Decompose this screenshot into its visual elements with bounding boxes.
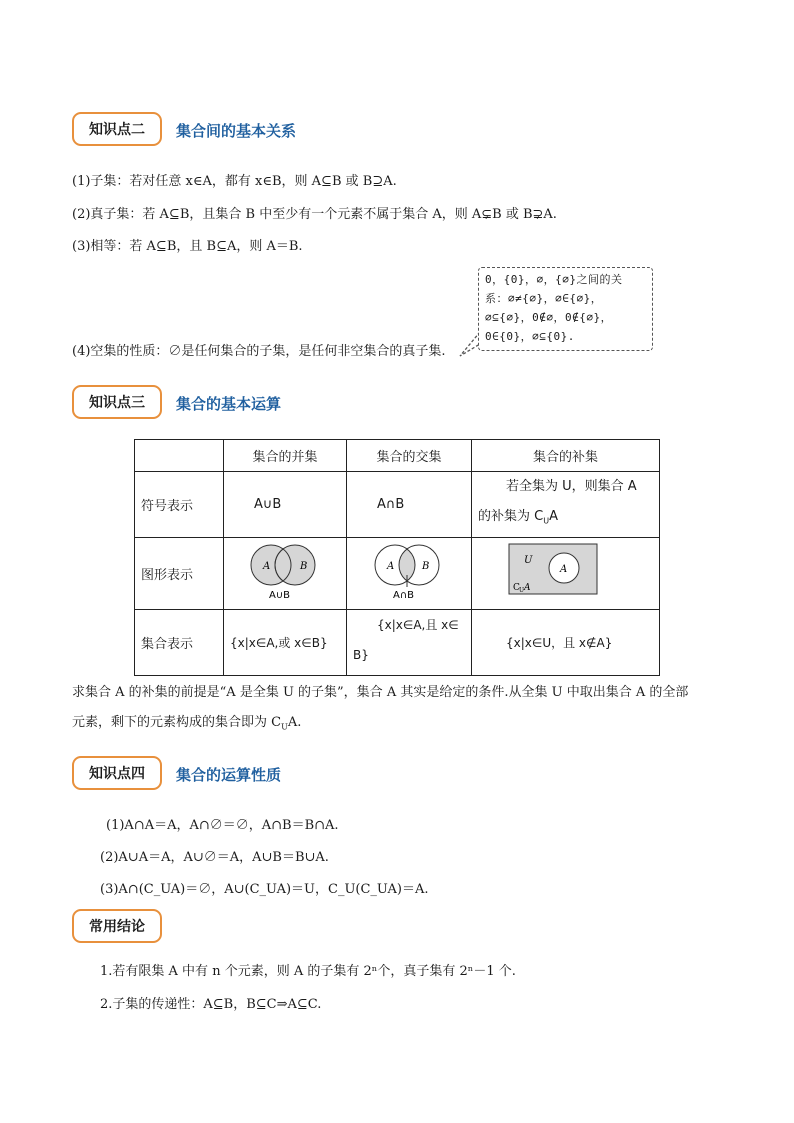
table-header-cell: 集合的补集 bbox=[472, 440, 660, 472]
svg-text:A∪B: A∪B bbox=[269, 590, 291, 602]
complement-figure-cell bbox=[472, 537, 660, 609]
svg-text:A: A bbox=[387, 561, 395, 573]
section-label-4: 知识点四 bbox=[72, 756, 162, 790]
intersection-figure-cell bbox=[347, 537, 472, 609]
note-line: ∅⊆{∅}，0∉∅，0∉{∅}， bbox=[485, 311, 613, 324]
section-title-2: 集合间的基本关系 bbox=[176, 122, 297, 140]
union-set-notation: {x|x∈A,或 x∈B} bbox=[224, 609, 347, 675]
svg-text:A: A bbox=[560, 564, 568, 576]
intersection-venn-diagram bbox=[369, 541, 449, 601]
operations-table bbox=[134, 439, 660, 676]
section-title-4: 集合的运算性质 bbox=[176, 766, 282, 784]
relation-proper-subset: (2)真子集：若 A⊆B，且集合 B 中至少有一个元素不属于集合 A，则 A⊊B 或 B⊋A. bbox=[72, 207, 557, 222]
intersection-set-line-2: B} bbox=[353, 647, 369, 662]
svg-text:A∩B: A∩B bbox=[393, 590, 415, 602]
intersection-set-line-1: {x|x∈A,且 x∈ bbox=[377, 617, 459, 632]
property-union: (2)A∪A＝A，A∪∅＝A，A∪B＝B∪A. bbox=[100, 850, 329, 865]
table-header-cell bbox=[135, 440, 224, 472]
complement-note-line-2: 元素，剩下的元素构成的集合即为 $C_UA$. bbox=[72, 715, 302, 732]
section-title-3: 集合的基本运算 bbox=[176, 395, 282, 413]
complement-set-notation: {x|x∈U，且 x∉A} bbox=[472, 609, 660, 675]
note-line: 系：∅≠{∅}，∅∈{∅}， bbox=[485, 292, 603, 305]
row-label: 图形表示 bbox=[135, 537, 224, 609]
property-complement: (3)A∩(C_UA)＝∅，A∪(C_UA)＝U，C_U(C_UA)＝A. bbox=[100, 882, 429, 897]
intersection-symbol: A∩B bbox=[347, 472, 472, 538]
union-figure-cell bbox=[224, 537, 347, 609]
complement-note bbox=[72, 678, 732, 743]
property-intersection: (1)A∩A＝A，A∩∅＝∅，A∩B＝B∩A. bbox=[106, 818, 339, 833]
relation-equal: (3)相等：若 A⊆B，且 B⊆A，则 A＝B. bbox=[72, 239, 303, 254]
complement-venn-diagram bbox=[508, 543, 600, 599]
complement-note-line-1: 求集合 A 的补集的前提是“A 是全集 U 的子集”，集合 A 其实是给定的条件.从全集 U 中取出集合 A 的全部 bbox=[72, 685, 689, 700]
note-line: 0，{0}，∅，{∅}之间的关 bbox=[485, 273, 623, 286]
svg-text:U: U bbox=[524, 555, 533, 567]
svg-text:C: C bbox=[513, 583, 520, 594]
svg-text:A: A bbox=[524, 583, 531, 594]
intersection-set-notation bbox=[347, 609, 472, 675]
svg-text:A: A bbox=[263, 561, 271, 573]
svg-text:B: B bbox=[422, 561, 430, 573]
table-header-cell: 集合的并集 bbox=[224, 440, 347, 472]
note-box bbox=[478, 267, 653, 351]
row-label: 集合表示 bbox=[135, 609, 224, 675]
table-header-cell: 集合的交集 bbox=[347, 440, 472, 472]
table-row bbox=[135, 472, 660, 538]
table-row bbox=[135, 537, 660, 609]
relation-subset: (1)子集：若对任意 x∈A，都有 x∈B，则 A⊆B 或 B⊇A. bbox=[72, 174, 397, 189]
svg-text:U: U bbox=[519, 587, 525, 595]
union-venn-diagram bbox=[245, 541, 325, 601]
relation-empty-set: (4)空集的性质：∅是任何集合的子集，是任何非空集合的真子集. bbox=[72, 344, 446, 359]
section-label-2: 知识点二 bbox=[72, 112, 162, 146]
union-symbol: A∪B bbox=[224, 472, 347, 538]
section-label-5: 常用结论 bbox=[72, 909, 162, 943]
conclusion-subset-count: 1.若有限集 A 中有 n 个元素，则 A 的子集有 2ⁿ个，真子集有 2ⁿ－1 个. bbox=[100, 964, 516, 979]
complement-symbol-line-1: 若全集为 U，则集合 A bbox=[506, 479, 637, 494]
conclusion-transitivity: 2.子集的传递性：A⊆B，B⊆C⇒A⊆C. bbox=[100, 997, 322, 1012]
section-label-3: 知识点三 bbox=[72, 385, 162, 419]
note-line: 0∈{0}，∅⊆{0}. bbox=[485, 330, 575, 343]
table-header-row bbox=[135, 440, 660, 472]
table-row bbox=[135, 609, 660, 675]
svg-text:B: B bbox=[300, 561, 308, 573]
row-label: 符号表示 bbox=[135, 472, 224, 538]
complement-symbol-line-2: 的补集为 $C_UA$ bbox=[478, 509, 558, 526]
complement-symbol bbox=[472, 472, 660, 538]
